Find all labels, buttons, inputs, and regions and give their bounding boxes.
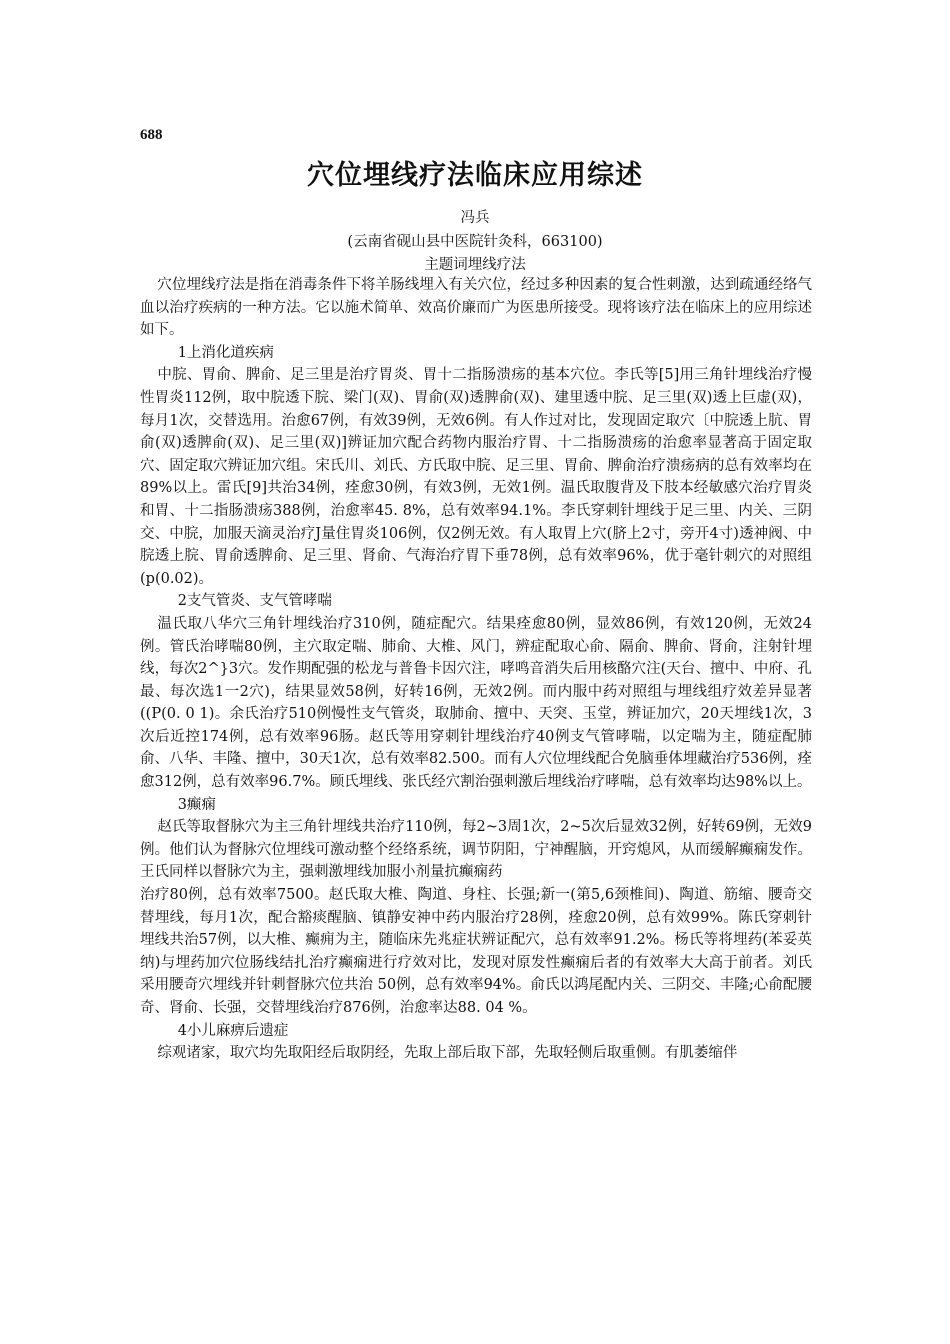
section-heading: 2支气管炎、支气管哮喘 bbox=[177, 593, 332, 610]
keywords: 主题词埋线疗法 bbox=[424, 257, 526, 273]
section-paragraph: 中脘、胃俞、脾俞、足三里是治疗胃炎、胃十二指肠溃疡的基本穴位。李氏等[5]用三角针埋线治疗慢性胃炎112例，取中脘透下脘、梁门(双)、胃俞(双)透脾俞(双)、建里透中脘、足三里(双)透上巨虚(双)，每月1次，交替选用。治愈67例，有效39例，无效6例。有人作过对比，发现固定取穴〔中脘透上肮、胃俞(双)透脾俞(双)、足三里(双)]辨证加穴配合药物内服治疗胃、十二指肠溃疡的治愈率显著高于固定取穴、固定取穴辨证加穴组。宋氏川、刘氏、方氏取中脘、足三里、胃俞、脾俞治疗溃疡病的总有效率均在89%以上。雷氏[9]共治34例，痊愈30例，有效3例，无效1例。温氏取腹背及下肢本经敏感穴治疗胃炎和胃、十二指肠溃疡388例，治愈率45. 8%，总有效率94.1%。李氏穿刺针埋线于足三里、内关、三阴交、中脘，加服天滴灵治疗J量住胃炎106例，仅2例无效。有人取胃上穴(脐上2寸，旁开4寸)透神阀、中脘透上脘、胃俞透脾俞、足三里、肾俞、气海治疗胃下垂78例，总有效率96%，优于毫针刺穴的对照组(p(0.02)。 bbox=[140, 367, 812, 587]
page-number: 688 bbox=[140, 127, 163, 143]
section-paragraph: 综观诸家，取穴均先取阳经后取阴经，先取上部后取下部，先取轻侧后取重侧。有肌萎缩伴 bbox=[157, 1045, 738, 1062]
section-paragraph: 赵氏等取督脉穴为主三角针埋线共治疗110例，每2~3周1次，2~5次后显效32例，好转69例，无效9例。他们认为督脉穴位埋线可激动整个经络系统，调节阴阳，宁神醒脑，开窍熄风，从而缓解癫痫发作。王氏同样以督脉穴为主，强刺激埋线加服小剂量抗癫痫药 bbox=[140, 819, 812, 881]
section-paragraph: 治疗80例，总有效率7500。赵氏取大椎、陶道、身柱、长强;新一(第5,6颈椎间)、陶道、筋缩、腰奇交替埋线，每月1次，配合豁痰醒脑、镇静安神中药内服治疗28例，痊愈20例，总有效99%。陈氏穿刺针埋线共治57例，以大椎、癫痈为主，随临床先兆症状辨证配穴，总有效率91.2%。杨氏等将埋药(苯妥英纳)与埋药加穴位肠线结扎治疗癫痫进行疗效对比，发现对原发性癫痫后者的有效率大大高于前者。刘氏采用腰奇穴埋线并针刺督脉穴位共治 50例，总有效率94%。俞氏以鸿尾配内关、三阴交、丰隆;心俞配腰奇、肾俞、长强，交替埋线治疗876例，治愈率达88. 04 %。 bbox=[140, 887, 812, 1016]
article-body bbox=[140, 274, 812, 1065]
section-heading: 1上消化道疾病 bbox=[177, 344, 274, 361]
section-heading: 4小儿麻痹后遗症 bbox=[177, 1022, 289, 1039]
intro-paragraph: 穴位埋线疗法是指在消毒条件下将羊肠线埋入有关穴位，经过多种因素的复合性刺激，达到疏通经络气血以治疗疾病的一种方法。它以施术简单、效高价廉而广为医患所接受。现将该疗法在临床上的应用综述如下。 bbox=[140, 277, 812, 339]
affiliation: (云南省砚山县中医院针灸科，663100) bbox=[347, 234, 603, 250]
section-paragraph: 温氏取八华穴三角针埋线治疗310例，随症配穴。结果痊愈80例，显效86例，有效120例，无效24例。管氏治哮喘80例，主穴取定喘、肺俞、大椎、风门，辨症配取心俞、隔俞、脾俞、肾俞，注射针埋线，每次2^}3穴。发作期配强的松龙与普鲁卡因穴注，哮鸣音消失后用核酪穴注(天台、擅中、中府、孔最、每次选1一2穴)，结果显效58例，好转16例，无效2例。而内服中药对照组与埋线组疗效差异显著((P(0. 0 1)。余氏治疗510例慢性支气管炎，取肺俞、擅中、天突、玉堂，辨证加穴，20天埋线1次，3次后近控174例，总有效率96肠。赵氏等用穿刺针埋线治疗40例支气管哮喘，以定喘为主，随症配肺俞、八华、丰隆、擅中，30天1次，总有效率82.500。而有人穴位埋线配合免脑垂体埋藏治疗536例，痊愈312例，总有效率96.7%。顾氏埋线、张氏经穴割治强刺激后埋线治疗哮喘，总有效率均达98%以上。 bbox=[140, 615, 812, 791]
article-title: 穴位埋线疗法临床应用综述 bbox=[307, 160, 643, 191]
section-heading: 3癫痫 bbox=[177, 796, 216, 813]
author: 冯兵 bbox=[460, 210, 490, 226]
